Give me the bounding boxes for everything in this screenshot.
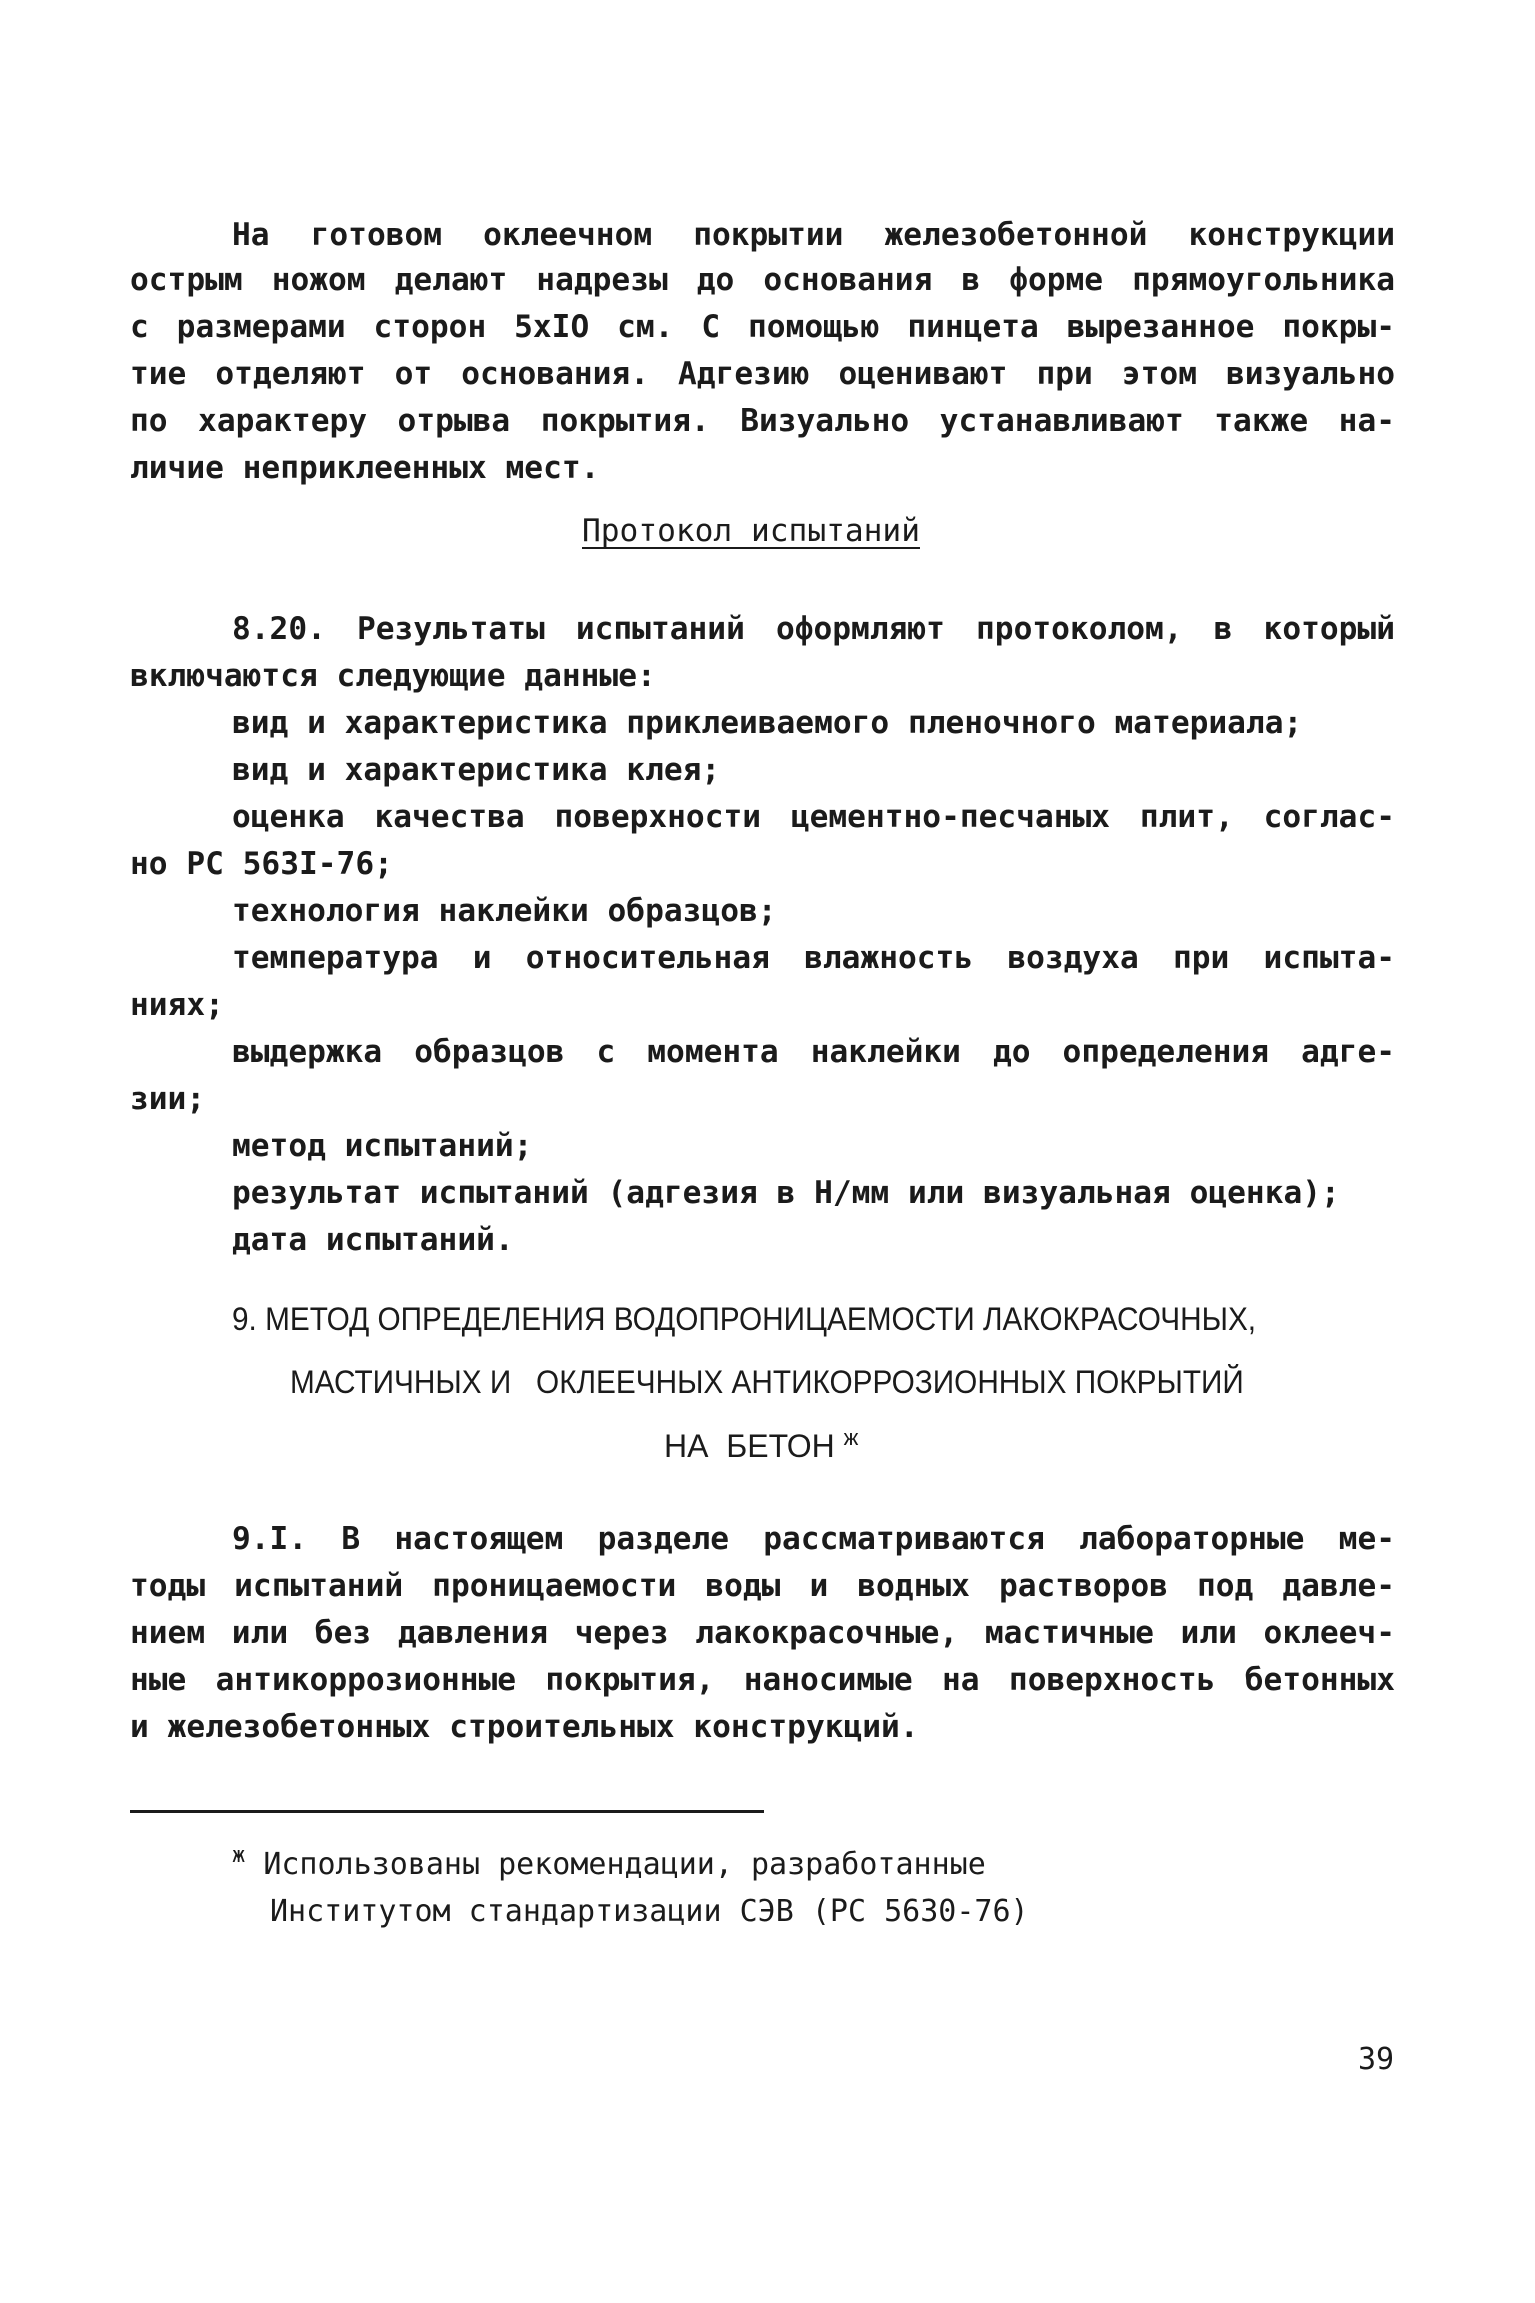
list-item: результат испытаний (адгезия в Н/мм или визуальная оценка); bbox=[232, 1175, 1340, 1211]
text-line: острым ножом делают надрезы до основания в форме прямоугольника bbox=[130, 262, 1395, 298]
list-item: вид и характеристика приклеиваемого пленочного материала; bbox=[232, 705, 1303, 741]
section-title-line bbox=[664, 1425, 859, 1464]
text-line: 8.20. Результаты испытаний оформляют протоколом, в который bbox=[232, 611, 1395, 647]
list-item: оценка качества поверхности цементно-песчаных плит, соглас- bbox=[232, 799, 1395, 835]
list-item: температура и относительная влажность воздуха при испыта- bbox=[232, 940, 1395, 976]
text-line: На готовом оклеечном покрытии железобетонной конструкции bbox=[232, 217, 1395, 253]
text-line: нием или без давления через лакокрасочные, мастичные или оклееч- bbox=[130, 1615, 1395, 1651]
list-item: дата испытаний. bbox=[232, 1222, 514, 1258]
text-line: включаются следующие данные: bbox=[130, 658, 656, 694]
footnote-line bbox=[232, 1843, 986, 1882]
text-line: 9.I. В настоящем разделе рассматриваются лабораторные ме- bbox=[232, 1521, 1395, 1557]
text-line: тие отделяют от основания. Адгезию оценивают при этом визуально bbox=[130, 356, 1395, 392]
list-item-continuation: зии; bbox=[130, 1081, 206, 1117]
page-number: 39 bbox=[1358, 2042, 1395, 2077]
footnote-line: Институтом стандартизации СЭВ (РС 5630-76) bbox=[270, 1894, 1029, 1929]
text-line: тоды испытаний проницаемости воды и водных растворов под давле- bbox=[130, 1568, 1395, 1604]
footnote-separator bbox=[130, 1810, 764, 1813]
footnote-mark: ж bbox=[843, 1425, 859, 1450]
text-line: и железобетонных строительных конструкций. bbox=[130, 1709, 919, 1745]
section-title-line: 9. МЕТОД ОПРЕДЕЛЕНИЯ ВОДОПРОНИЦАЕМОСТИ ЛАКОКРАСОЧНЫХ, bbox=[232, 1301, 1257, 1337]
section-title-line: МАСТИЧНЫХ И ОКЛЕЕЧНЫХ АНТИКОРРОЗИОННЫХ ПОКРЫТИЙ bbox=[290, 1364, 1244, 1400]
footnote-mark: ж bbox=[232, 1843, 246, 1868]
list-item-continuation: ниях; bbox=[130, 987, 224, 1023]
protocol-heading: Протокол испытаний bbox=[582, 513, 920, 549]
text-line: личие неприклеенных мест. bbox=[130, 450, 600, 486]
list-item: выдержка образцов с момента наклейки до определения адге- bbox=[232, 1034, 1395, 1070]
list-item: вид и характеристика клея; bbox=[232, 752, 721, 788]
text-line: ные антикоррозионные покрытия, наносимые на поверхность бетонных bbox=[130, 1662, 1395, 1698]
list-item-continuation: но РС 563I-76; bbox=[130, 846, 393, 882]
list-item: технология наклейки образцов; bbox=[232, 893, 777, 929]
footnote-text: Использованы рекомендации, разработанные bbox=[263, 1847, 986, 1882]
section-title-text: НА БЕТОН bbox=[664, 1428, 835, 1464]
text-line: с размерами сторон 5хIО см. С помощью пинцета вырезанное покры- bbox=[130, 309, 1395, 345]
list-item: метод испытаний; bbox=[232, 1128, 533, 1164]
text-line: по характеру отрыва покрытия. Визуально устанавливают также на- bbox=[130, 403, 1395, 439]
